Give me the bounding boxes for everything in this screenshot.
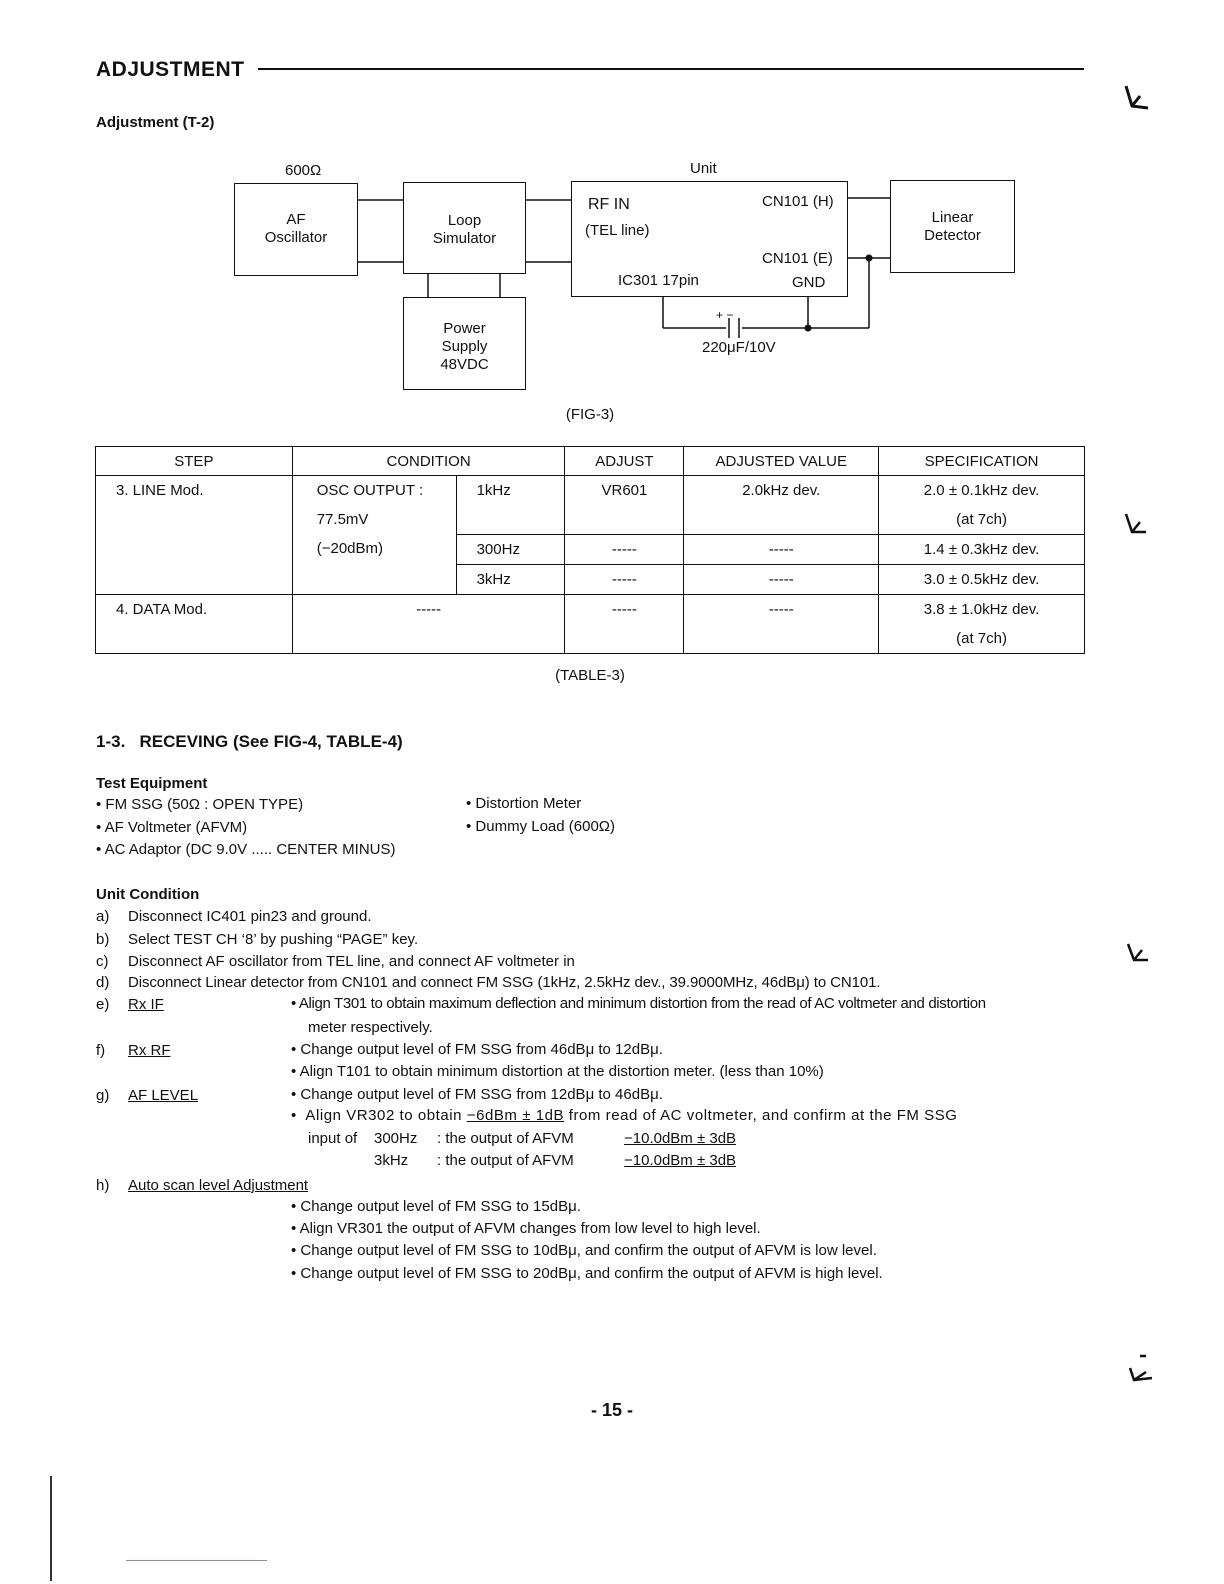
condition-text: • Change output level of FM SSG to 10dBμ, and confirm the output of AFVM is low level.	[291, 1242, 877, 1259]
condition-text	[291, 1107, 958, 1124]
equipment-item: • Distortion Meter	[466, 795, 582, 812]
condition-text: • Align VR301 the output of AFVM changes from low level to high level.	[291, 1220, 761, 1237]
spec-value: (at 7ch)	[956, 511, 1007, 528]
table-cell-adjust	[565, 535, 684, 565]
table-cell-step	[96, 476, 293, 595]
scan-edge-line	[126, 1560, 267, 1561]
figure-caption: (FIG-3)	[565, 406, 615, 423]
table-cell-value	[684, 535, 879, 565]
table-cell-value	[684, 565, 879, 595]
af-oscillator-label: AF	[286, 211, 306, 228]
page-title: ADJUSTMENT	[96, 58, 245, 81]
table-cell-adjust	[565, 595, 684, 654]
condition-text: • Change output level of FM SSG from 46dBμ to 12dBμ.	[291, 1041, 663, 1058]
unit-box	[571, 181, 848, 297]
condition-text: Disconnect AF oscillator from TEL line, and connect AF voltmeter in	[128, 953, 575, 970]
condition-text: • Change output level of FM SSG to 20dBμ, and confirm the output of AFVM is high level.	[291, 1265, 883, 1282]
margin-mark-icon	[1126, 1354, 1156, 1386]
table-header: CONDITION	[292, 447, 565, 476]
adjust-value: -----	[611, 601, 637, 618]
condition-text: • Change output level of FM SSG from 12dBμ to 46dBμ.	[291, 1086, 663, 1103]
condition-letter: e)	[96, 996, 110, 1013]
table-cell-condition	[292, 476, 456, 595]
spec-value: (at 7ch)	[956, 630, 1007, 647]
condition-letter: g)	[96, 1087, 110, 1104]
condition-letter: a)	[96, 908, 110, 925]
unit-label: Unit	[690, 160, 717, 177]
equipment-item: • AF Voltmeter (AFVM)	[96, 819, 248, 836]
table-cell-spec	[879, 595, 1085, 654]
gnd-label: GND	[792, 274, 826, 291]
freq-value: 1kHz	[476, 482, 511, 499]
cn101-e-label: CN101 (E)	[762, 250, 833, 267]
afvm-value: −10.0dBm ± 3dB	[624, 1152, 737, 1169]
table-header: ADJUST	[565, 447, 684, 476]
condition-label-rx-if: Rx IF	[128, 996, 164, 1013]
table-cell-freq	[456, 476, 565, 535]
condition-text: meter respectively.	[308, 1019, 433, 1036]
condition-label-auto-scan: Auto scan level Adjustment	[128, 1177, 309, 1194]
condition-text-part: from read of AC voltmeter, and confirm at the FM SSG	[564, 1107, 958, 1124]
table-cell-value	[684, 595, 879, 654]
impedance-label: 600Ω	[285, 162, 322, 179]
spec-value: 2.0 ± 0.1kHz dev.	[923, 482, 1040, 499]
table-cell-freq	[456, 565, 565, 595]
power-supply-label: 48VDC	[440, 356, 489, 373]
adjusted-value: -----	[768, 571, 794, 588]
condition-letter: d)	[96, 974, 110, 991]
loop-simulator-label: Loop	[447, 212, 482, 229]
linear-detector-label: Linear	[931, 209, 974, 226]
linear-detector-box	[890, 180, 1015, 273]
adjusted-value: -----	[768, 541, 794, 558]
condition-text: • Change output level of FM SSG to 15dBμ.	[291, 1198, 581, 1215]
adjust-value: -----	[611, 541, 637, 558]
table-header: ADJUSTED VALUE	[684, 447, 879, 476]
rf-in-label: RF IN	[588, 196, 630, 213]
ic301-label: IC301 17pin	[618, 272, 699, 289]
table-cell-adjust	[565, 476, 684, 535]
scan-edge-line	[50, 1476, 52, 1581]
condition-text: Disconnect Linear detector from CN101 and connect FM SSG (1kHz, 2.5kHz dev., 39.9000MHz, 46dBμ) to CN101.	[128, 974, 881, 991]
margin-mark-icon	[1124, 940, 1154, 966]
margin-mark-icon	[1122, 510, 1152, 540]
spec-table	[95, 446, 1085, 654]
equipment-item: • AC Adaptor (DC 9.0V ..... CENTER MINUS)	[96, 841, 396, 858]
condition-text: Disconnect IC401 pin23 and ground.	[128, 908, 372, 925]
equipment-item: • Dummy Load (600Ω)	[466, 818, 616, 835]
freq-3khz: 3kHz	[374, 1152, 409, 1169]
spec-value: 1.4 ± 0.3kHz dev.	[923, 541, 1040, 558]
condition-line: OSC OUTPUT :	[316, 482, 424, 499]
table-header: STEP	[96, 447, 293, 476]
page-number: - 15 -	[590, 1400, 633, 1420]
cn101-h-label: CN101 (H)	[762, 193, 834, 210]
linear-detector-label: Detector	[924, 227, 981, 244]
condition-letter: h)	[96, 1177, 110, 1194]
adjusted-value: -----	[768, 601, 794, 618]
power-supply-box	[403, 297, 526, 390]
freq-value: 300Hz	[476, 541, 520, 558]
table-caption: (TABLE-3)	[555, 667, 625, 684]
loop-simulator-box	[403, 182, 526, 274]
condition-value: -----	[416, 601, 442, 618]
af-oscillator-label: Oscillator	[264, 229, 328, 246]
equipment-item: • FM SSG (50Ω : OPEN TYPE)	[96, 796, 304, 813]
condition-line: (−20dBm)	[316, 540, 383, 557]
table-cell-adjust	[565, 565, 684, 595]
capacitor-label: 220μF/10V	[702, 339, 776, 356]
step-label: 3. LINE Mod.	[116, 482, 204, 499]
condition-letter: b)	[96, 931, 110, 948]
spec-value: 3.0 ± 0.5kHz dev.	[923, 571, 1040, 588]
afvm-value: −10.0dBm ± 3dB	[624, 1130, 737, 1147]
condition-label-rx-rf: Rx RF	[128, 1042, 171, 1059]
freq-value: 3kHz	[476, 571, 511, 588]
capacitor-polarity: + −	[716, 308, 734, 322]
test-equipment-heading: Test Equipment	[96, 775, 208, 792]
loop-simulator-label: Simulator	[432, 230, 497, 247]
section-title: 1-3. RECEVING (See FIG-4, TABLE-4)	[96, 732, 403, 751]
table-cell-step	[96, 595, 293, 654]
condition-line: 77.5mV	[316, 511, 369, 528]
adjust-value: -----	[611, 571, 637, 588]
condition-text: • Align T301 to obtain maximum deflection and minimum distortion from the read of AC voltmeter and distortion	[291, 995, 986, 1012]
table-cell-spec	[879, 476, 1085, 535]
section-subtitle: Adjustment (T-2)	[96, 114, 215, 131]
afvm-text: : the output of AFVM	[437, 1152, 574, 1169]
condition-label-af-level: AF LEVEL	[128, 1087, 199, 1104]
table-cell-condition	[292, 595, 565, 654]
condition-text-part: • Align VR302 to obtain	[291, 1107, 467, 1124]
step-label: 4. DATA Mod.	[116, 601, 208, 618]
table-cell-spec	[879, 565, 1085, 595]
unit-condition-heading: Unit Condition	[96, 886, 200, 903]
adjust-value: VR601	[601, 482, 648, 499]
power-supply-label: Power	[443, 320, 486, 337]
power-supply-label: Supply	[441, 338, 488, 355]
table-cell-freq	[456, 535, 565, 565]
condition-text: Select TEST CH ‘8’ by pushing “PAGE” key.	[128, 931, 419, 948]
tel-line-label: (TEL line)	[585, 222, 650, 239]
table-cell-value	[684, 476, 879, 535]
condition-letter: f)	[96, 1042, 106, 1059]
table-header: SPECIFICATION	[879, 447, 1085, 476]
spec-value: 3.8 ± 1.0kHz dev.	[923, 601, 1040, 618]
target-level: −6dBm ± 1dB	[466, 1107, 565, 1124]
table-cell-spec	[879, 535, 1085, 565]
condition-letter: c)	[96, 953, 109, 970]
input-of-label: input of	[308, 1130, 358, 1147]
af-oscillator-box	[234, 183, 358, 276]
condition-text: • Align T101 to obtain minimum distortion at the distortion meter. (less than 10%)	[291, 1063, 824, 1080]
adjusted-value: 2.0kHz dev.	[742, 482, 821, 499]
afvm-text: : the output of AFVM	[437, 1130, 574, 1147]
freq-300hz: 300Hz	[374, 1130, 418, 1147]
